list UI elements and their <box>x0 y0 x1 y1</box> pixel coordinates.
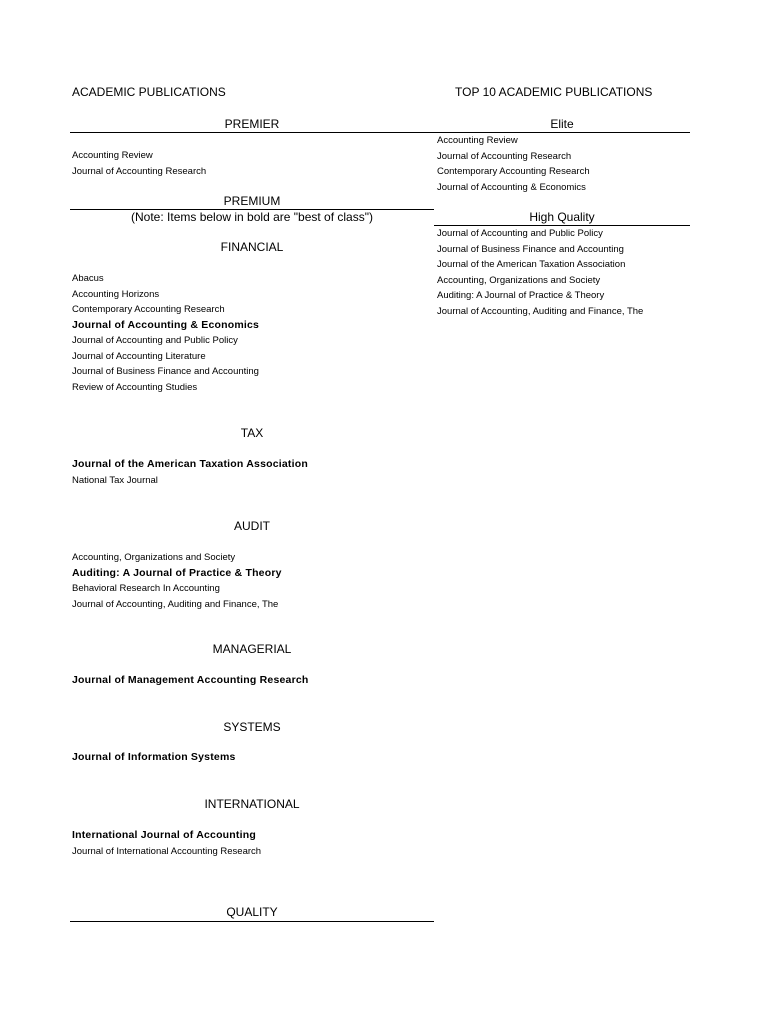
audit-list <box>72 550 282 612</box>
list-item: Behavioral Research In Accounting <box>72 583 220 594</box>
list-item: Journal of Business Finance and Accounting <box>72 366 259 377</box>
financial-list <box>72 271 259 395</box>
list-item: Accounting, Organizations and Society <box>437 274 601 286</box>
tax-heading: TAX <box>240 426 264 440</box>
tax-list <box>72 457 308 488</box>
list-item: Journal of Accounting & Economics <box>437 181 586 193</box>
high-quality-heading: High Quality <box>529 210 595 224</box>
systems-heading: SYSTEMS <box>223 720 281 734</box>
list-item: Contemporary Accounting Research <box>72 304 225 315</box>
list-item: Journal of Accounting and Public Policy <box>437 228 603 239</box>
quality-heading: QUALITY <box>226 905 278 919</box>
elite-list <box>437 133 590 195</box>
high-quality-list <box>437 226 643 319</box>
list-item: Journal of Accounting Literature <box>72 350 206 362</box>
list-item: International Journal of Accounting <box>72 829 256 841</box>
list-item: Accounting Review <box>437 135 518 146</box>
list-item: Journal of the American Taxation Association <box>72 458 308 470</box>
left-title: ACADEMIC PUBLICATIONS <box>72 85 226 99</box>
list-item: Journal of Management Accounting Research <box>72 674 309 686</box>
list-item: Journal of International Accounting Research <box>72 845 262 857</box>
list-item: Journal of Accounting Research <box>437 150 572 162</box>
international-heading: INTERNATIONAL <box>204 797 300 811</box>
list-item: Review of Accounting Studies <box>72 381 198 393</box>
list-item: Journal of Accounting Research <box>72 165 207 177</box>
premium-note: (Note: Items below in bold are "best of class") <box>131 210 373 224</box>
list-item: Journal of Accounting & Economics <box>72 318 260 331</box>
list-item: National Tax Journal <box>72 474 158 486</box>
list-item: Contemporary Accounting Research <box>437 166 590 177</box>
premium-heading: PREMIUM <box>223 194 281 208</box>
elite-heading: Elite <box>550 117 574 131</box>
right-title: TOP 10 ACADEMIC PUBLICATIONS <box>455 85 653 99</box>
list-item: Accounting Horizons <box>72 288 160 300</box>
quality-divider <box>70 921 434 922</box>
premier-heading: PREMIER <box>224 117 280 131</box>
audit-heading: AUDIT <box>234 519 270 533</box>
list-item: Auditing: A Journal of Practice & Theory <box>72 566 282 579</box>
international-list <box>72 828 261 859</box>
managerial-heading: MANAGERIAL <box>212 642 292 656</box>
list-item: Journal of Information Systems <box>72 751 236 763</box>
list-item: Auditing: A Journal of Practice & Theory <box>437 290 605 301</box>
list-item: Journal of Accounting, Auditing and Finance, The <box>72 598 279 610</box>
financial-heading: FINANCIAL <box>220 240 284 254</box>
list-item: Journal of the American Taxation Association <box>437 259 626 270</box>
managerial-list <box>72 673 309 689</box>
list-item: Journal of Business Finance and Accounting <box>437 243 624 255</box>
list-item: Abacus <box>72 273 104 284</box>
premier-list <box>72 148 206 179</box>
list-item: Accounting, Organizations and Society <box>72 552 236 563</box>
list-item: Journal of Accounting, Auditing and Finance, The <box>437 305 644 317</box>
premier-divider <box>70 132 434 133</box>
list-item: Journal of Accounting and Public Policy <box>72 335 238 346</box>
list-item: Accounting Review <box>72 150 153 161</box>
systems-list <box>72 750 236 766</box>
